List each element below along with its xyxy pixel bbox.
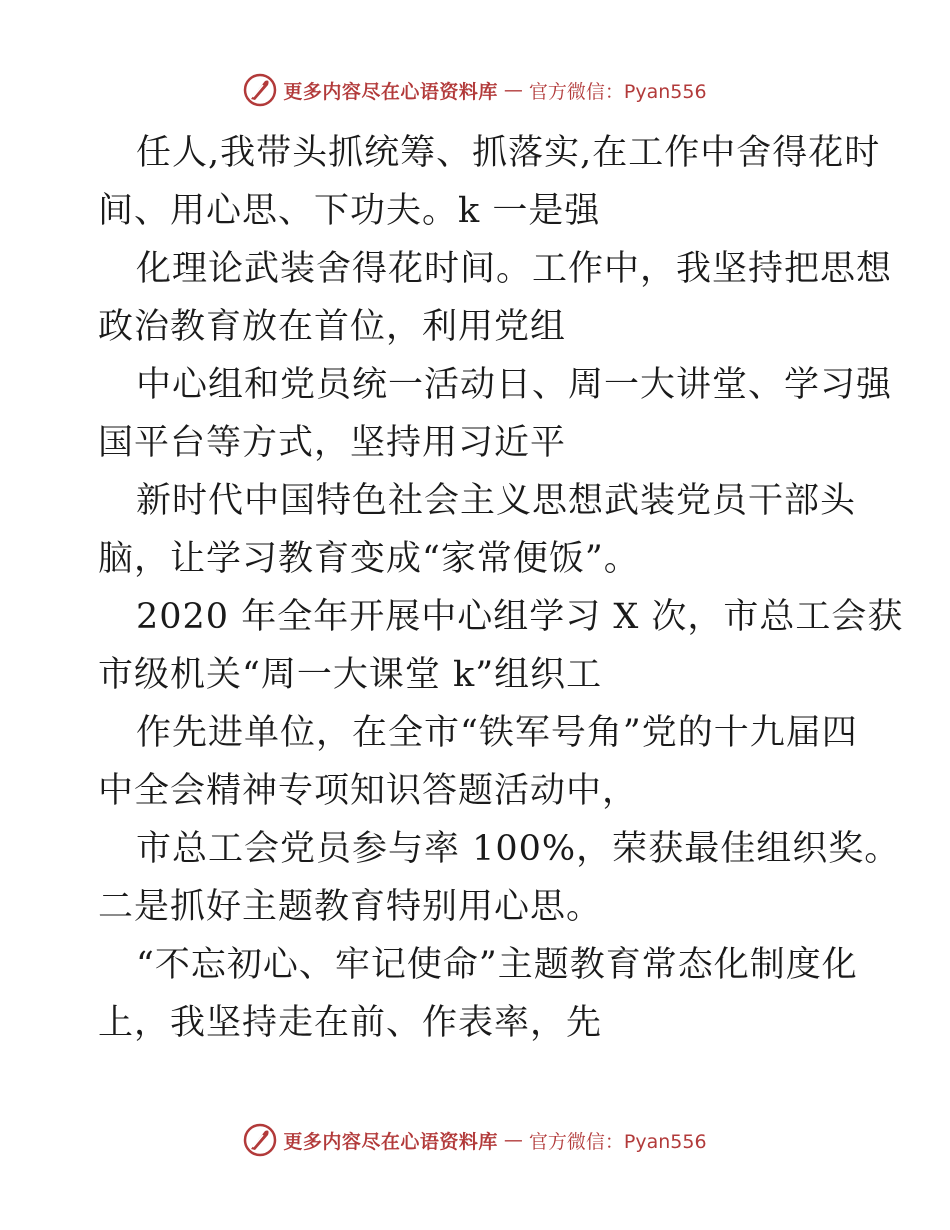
body-line: 作先进单位，在全市“铁军号角”党的十九届四	[136, 713, 858, 753]
body-line: 中心组和党员统一活动日、周一大讲堂、学习强	[136, 365, 893, 405]
body-line: 脑，让学习教育变成“家常便饭”。	[98, 539, 640, 579]
body-line: 2020 年全年开展中心组学习 X 次，市总工会获	[136, 597, 904, 637]
header-banner	[0, 72, 950, 108]
quill-pen-logo-icon	[243, 1123, 277, 1157]
body-line: 化理论武装舍得花时间。工作中，我坚持把思想	[136, 249, 893, 289]
header-wechat-text: 官方微信：Pyan556	[528, 80, 707, 103]
footer-wechat-text: 官方微信：Pyan556	[528, 1130, 707, 1153]
body-line: 市总工会党员参与率 100%，荣获最佳组织奖。	[136, 829, 901, 869]
footer-banner	[0, 1122, 950, 1158]
footer-separator: —	[503, 1129, 523, 1151]
body-line: 新时代中国特色社会主义思想武装党员干部头	[136, 481, 857, 521]
body-line: 任人,我带头抓统筹、抓落实,在工作中舍得花时	[136, 133, 881, 173]
body-line: 间、用心思、下功夫。k 一是强	[98, 191, 601, 231]
body-line: “不忘初心、牢记使命”主题教育常态化制度化	[136, 945, 858, 985]
body-line: 上，我坚持走在前、作表率，先	[98, 1003, 603, 1043]
header-brand-text: 更多内容尽在心语资料库	[283, 80, 498, 103]
quill-pen-logo-icon	[243, 73, 277, 107]
document-body	[98, 124, 904, 1052]
body-line: 国平台等方式，坚持用习近平	[98, 423, 567, 463]
body-line: 中全会精神专项知识答题活动中，	[98, 771, 639, 811]
body-line: 二是抓好主题教育特别用心思。	[98, 887, 603, 927]
footer-brand-text: 更多内容尽在心语资料库	[283, 1130, 498, 1153]
body-line: 政治教育放在首位，利用党组	[98, 307, 567, 347]
body-line: 市级机关“周一大课堂 k”组织工	[98, 655, 603, 695]
header-separator: —	[503, 79, 523, 101]
